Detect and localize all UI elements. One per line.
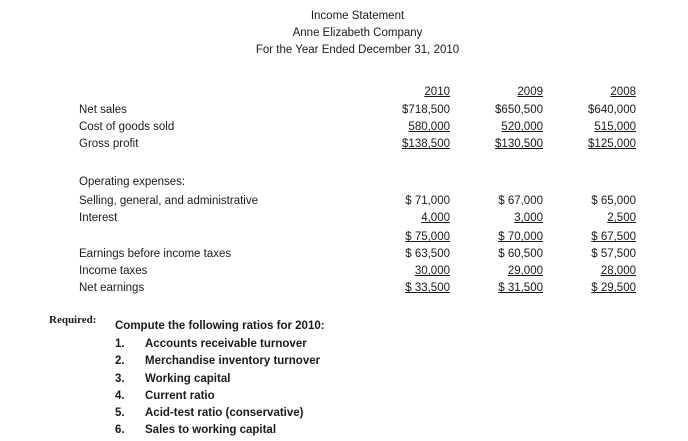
row-label-gross-profit: Gross profit bbox=[79, 138, 139, 150]
year-header-2010: 2010 bbox=[424, 86, 450, 98]
row-label-net-sales: Net sales bbox=[79, 104, 127, 116]
row-label-income-taxes: Income taxes bbox=[79, 265, 148, 277]
question-number: 2. bbox=[115, 355, 125, 367]
taxes-2010: 30,000 bbox=[414, 265, 450, 277]
taxes-2009: 29,000 bbox=[507, 265, 543, 277]
cogs-2009: 520,000 bbox=[501, 121, 543, 133]
question-text: Merchandise inventory turnover bbox=[145, 355, 321, 367]
question-number: 5. bbox=[115, 407, 125, 419]
ebt-2009: $ 60,500 bbox=[498, 248, 543, 260]
interest-2008: 2,500 bbox=[607, 212, 636, 224]
row-label-sga: Selling, general, and administrative bbox=[79, 195, 258, 207]
interest-2010: 4,000 bbox=[421, 212, 450, 224]
net-earnings-2008: $ 29,500 bbox=[591, 282, 636, 294]
question-text: Sales to working capital bbox=[145, 424, 277, 436]
net-earnings-2010: $ 33,500 bbox=[405, 282, 450, 294]
cogs-2008: 515,000 bbox=[594, 121, 636, 133]
operating-expenses-heading: Operating expenses: bbox=[79, 176, 186, 188]
statement-period: For the Year Ended December 31, 2010 bbox=[255, 44, 460, 56]
row-label-interest: Interest bbox=[79, 212, 118, 224]
gross-profit-2009: $130,500 bbox=[495, 138, 543, 150]
total-opex-2009: $ 70,000 bbox=[498, 231, 543, 243]
net-sales-2008: $640,000 bbox=[588, 104, 636, 116]
gross-profit-2008: $125,000 bbox=[588, 138, 636, 150]
cogs-2010: 580,000 bbox=[408, 121, 450, 133]
year-header-2009: 2009 bbox=[517, 86, 543, 98]
row-label-net-earnings: Net earnings bbox=[79, 282, 145, 294]
required-intro: Compute the following ratios for 2010: bbox=[115, 320, 325, 332]
net-sales-2009: $650,500 bbox=[495, 104, 543, 116]
question-text: Acid-test ratio (conservative) bbox=[145, 407, 304, 419]
sga-2008: $ 65,000 bbox=[591, 195, 636, 207]
ebt-2010: $ 63,500 bbox=[405, 248, 450, 260]
taxes-2008: 28,000 bbox=[600, 265, 636, 277]
net-sales-2010: $718,500 bbox=[402, 104, 450, 116]
row-label-cogs: Cost of goods sold bbox=[79, 121, 175, 133]
row-label-ebt: Earnings before income taxes bbox=[79, 248, 232, 260]
sga-2010: $ 71,000 bbox=[405, 195, 450, 207]
total-opex-2008: $ 67,500 bbox=[591, 231, 636, 243]
sga-2009: $ 67,000 bbox=[498, 195, 543, 207]
ebt-2008: $ 57,500 bbox=[591, 248, 636, 260]
question-text: Current ratio bbox=[145, 390, 215, 402]
net-earnings-2009: $ 31,500 bbox=[498, 282, 543, 294]
gross-profit-2010: $138,500 bbox=[402, 138, 450, 150]
question-number: 3. bbox=[115, 373, 125, 385]
statement-title: Income Statement bbox=[310, 10, 405, 22]
interest-2009: 3,000 bbox=[514, 212, 543, 224]
question-number: 4. bbox=[115, 390, 125, 402]
required-label: Required: bbox=[49, 314, 97, 326]
total-opex-2010: $ 75,000 bbox=[405, 231, 450, 243]
question-number: 1. bbox=[115, 338, 125, 350]
question-text: Accounts receivable turnover bbox=[145, 338, 307, 350]
question-number: 6. bbox=[115, 424, 125, 436]
question-text: Working capital bbox=[145, 373, 231, 385]
company-name: Anne Elizabeth Company bbox=[292, 27, 423, 39]
year-header-2008: 2008 bbox=[610, 86, 636, 98]
